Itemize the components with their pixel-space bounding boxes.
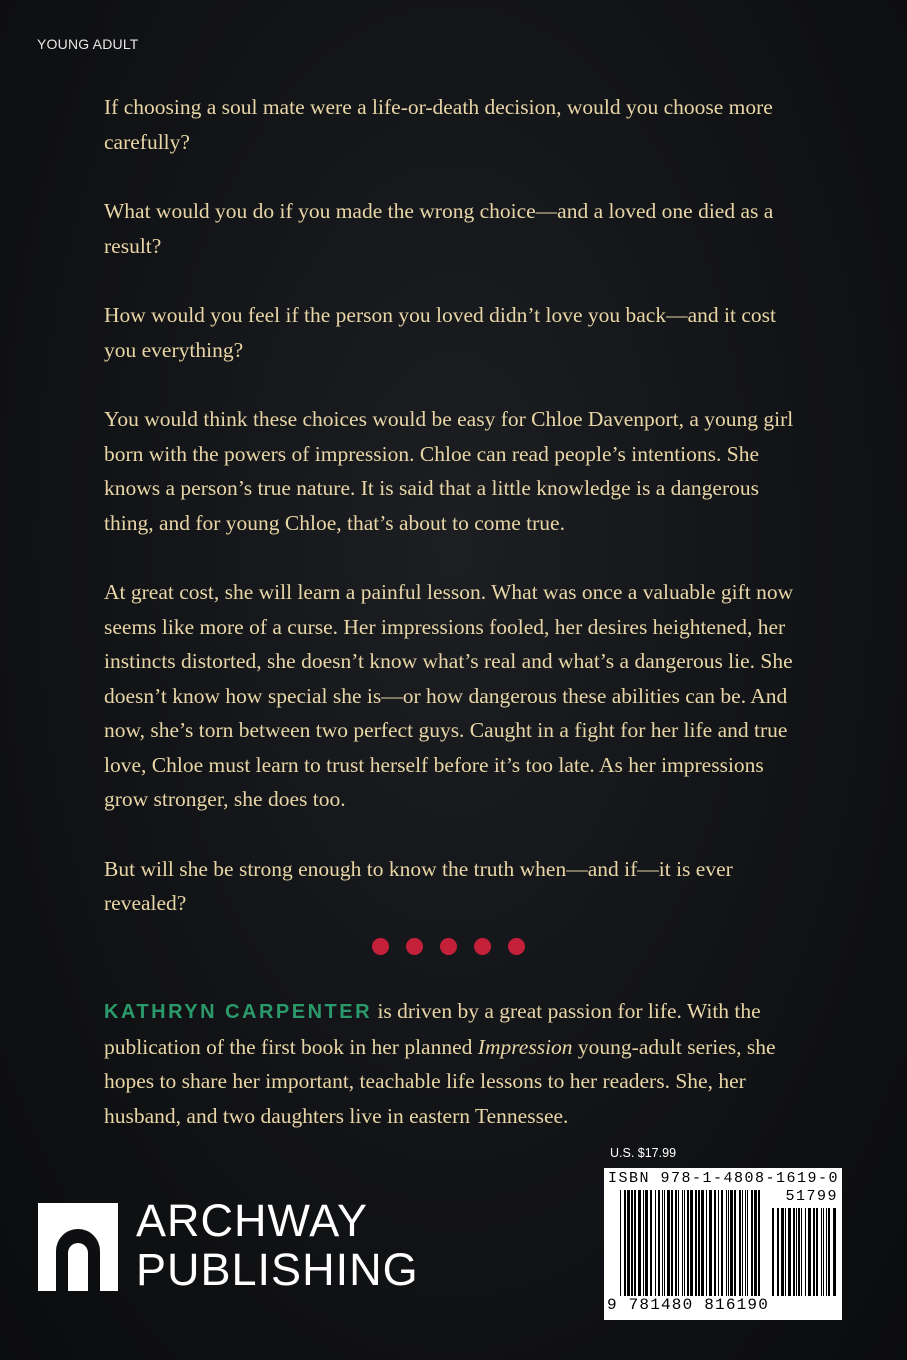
barcode-bar xyxy=(714,1190,716,1296)
barcode-bar xyxy=(721,1190,723,1296)
barcode-bar xyxy=(718,1190,719,1296)
barcode-bar xyxy=(627,1190,630,1296)
publisher-name-line2: PUBLISHING xyxy=(136,1244,419,1295)
barcode-bar xyxy=(634,1190,636,1296)
barcode-bar xyxy=(667,1190,670,1296)
barcode-bar xyxy=(650,1190,652,1296)
barcode-bar xyxy=(728,1190,729,1296)
barcode-bar xyxy=(709,1190,712,1296)
barcode-bar xyxy=(682,1190,683,1296)
isbn-text: ISBN 978-1-4808-1619-0 xyxy=(608,1170,840,1187)
barcode-bar xyxy=(678,1190,679,1296)
barcode-bar xyxy=(698,1190,700,1296)
barcode xyxy=(604,1168,842,1320)
barcode-bar xyxy=(813,1208,815,1296)
barcode-bar xyxy=(734,1190,736,1296)
barcode-bar xyxy=(805,1208,806,1296)
barcode-bar xyxy=(684,1190,685,1296)
barcode-bar xyxy=(638,1190,641,1296)
author-name: KATHRYN CARPENTER xyxy=(104,1001,373,1023)
barcode-bar xyxy=(793,1208,795,1296)
divider-dot xyxy=(440,938,457,955)
barcode-bar xyxy=(788,1208,791,1296)
barcode-bar xyxy=(781,1208,784,1296)
blurb-paragraph: If choosing a soul mate were a life-or-death decision, would you choose more carefully? xyxy=(104,95,773,154)
publisher-name-line1: ARCHWAY xyxy=(136,1195,368,1246)
price-label: U.S. $17.99 xyxy=(610,1146,677,1160)
blurb-paragraph: At great cost, she will learn a painful lesson. What was once a valuable gift now seems like more of a curse. Her impressions fooled, her desires heightened, her instincts distorted, she doesn’t know what’s real and what’s a dangerous lie. She doesn’t know how special she is—or how dangerous these abilities can be. And now, she’s torn between two perfect guys. Caught in a fight for her life and true love, Chloe must learn to trust herself before it’s too late. As her impressions grow stronger, she does too. xyxy=(104,580,794,811)
divider-dot xyxy=(474,938,491,955)
archway-logo-icon xyxy=(38,1203,118,1291)
blurb-paragraph: What would you do if you made the wrong choice—and a loved one died as a result? xyxy=(104,199,774,258)
divider-dot xyxy=(406,938,423,955)
barcode-bar xyxy=(671,1190,673,1296)
barcode-bar xyxy=(747,1190,748,1296)
barcode-bar xyxy=(777,1208,779,1296)
blurb xyxy=(104,90,804,956)
blurb-paragraph: You would think these choices would be easy for Chloe Davenport, a young girl born with the powers of impression. Chloe can read people’s intentions. She knows a person’s true nature. It is said that a little knowledge is a dangerous thing, and for young Chloe, that’s about to come true. xyxy=(104,407,794,535)
bio-text: is driven by a great passion for life. With the publication of the first book in her planned xyxy=(104,999,761,1059)
divider-dot xyxy=(508,938,525,955)
barcode-bar xyxy=(687,1190,689,1296)
barcode-bar xyxy=(730,1190,733,1296)
barcode-bar xyxy=(664,1190,665,1296)
barcode-bar xyxy=(745,1190,746,1296)
divider-dots xyxy=(372,938,525,955)
author-bio xyxy=(104,994,809,1133)
category-label: YOUNG ADULT xyxy=(37,36,139,52)
barcode-bar xyxy=(726,1190,727,1296)
barcode-bar xyxy=(631,1190,633,1296)
barcode-bar xyxy=(655,1190,656,1296)
barcode-bar xyxy=(643,1190,644,1296)
barcode-bar xyxy=(801,1208,802,1296)
barcode-bar xyxy=(645,1190,648,1296)
barcode-bar xyxy=(658,1190,660,1296)
ean-digits: 9 781480 816190 xyxy=(607,1296,770,1314)
barcode-bar xyxy=(833,1208,836,1296)
barcode-bar xyxy=(662,1190,663,1296)
barcode-bar xyxy=(826,1208,827,1296)
blurb-paragraph: But will she be strong enough to know the truth when—and if—it is ever revealed? xyxy=(104,856,733,915)
blurb-paragraph: How would you feel if the person you loved didn’t love you back—and it cost you everything? xyxy=(104,303,776,362)
divider-dot xyxy=(372,938,389,955)
barcode-bar xyxy=(624,1190,626,1296)
barcode-bar xyxy=(690,1190,693,1296)
barcode-bar xyxy=(695,1190,697,1296)
barcode-bar xyxy=(796,1208,797,1296)
bio-text: young-adult series, she hopes to share her important, teachable life lessons to her readers. She, her husband, and two daughters live in eastern Tennessee. xyxy=(104,1034,776,1128)
barcode-bar xyxy=(675,1190,677,1296)
barcode-bar xyxy=(739,1190,741,1296)
barcode-bar xyxy=(742,1190,743,1296)
barcode-bar xyxy=(754,1190,757,1296)
barcode-bar xyxy=(751,1190,753,1296)
barcode-bar xyxy=(620,1190,621,1296)
barcode-bar xyxy=(798,1208,800,1296)
barcode-bar xyxy=(706,1190,707,1296)
barcode-bar xyxy=(828,1208,830,1296)
addon-digits: 51799 xyxy=(785,1188,838,1205)
barcode-bar xyxy=(808,1208,811,1296)
barcode-bar xyxy=(816,1208,818,1296)
barcode-bar xyxy=(701,1190,704,1296)
barcode-bar xyxy=(772,1208,774,1296)
series-title: Impression xyxy=(477,1034,573,1059)
barcode-bar xyxy=(758,1190,760,1296)
barcode-bar xyxy=(821,1208,822,1296)
barcode-bar xyxy=(823,1208,824,1296)
barcode-bar xyxy=(785,1208,786,1296)
